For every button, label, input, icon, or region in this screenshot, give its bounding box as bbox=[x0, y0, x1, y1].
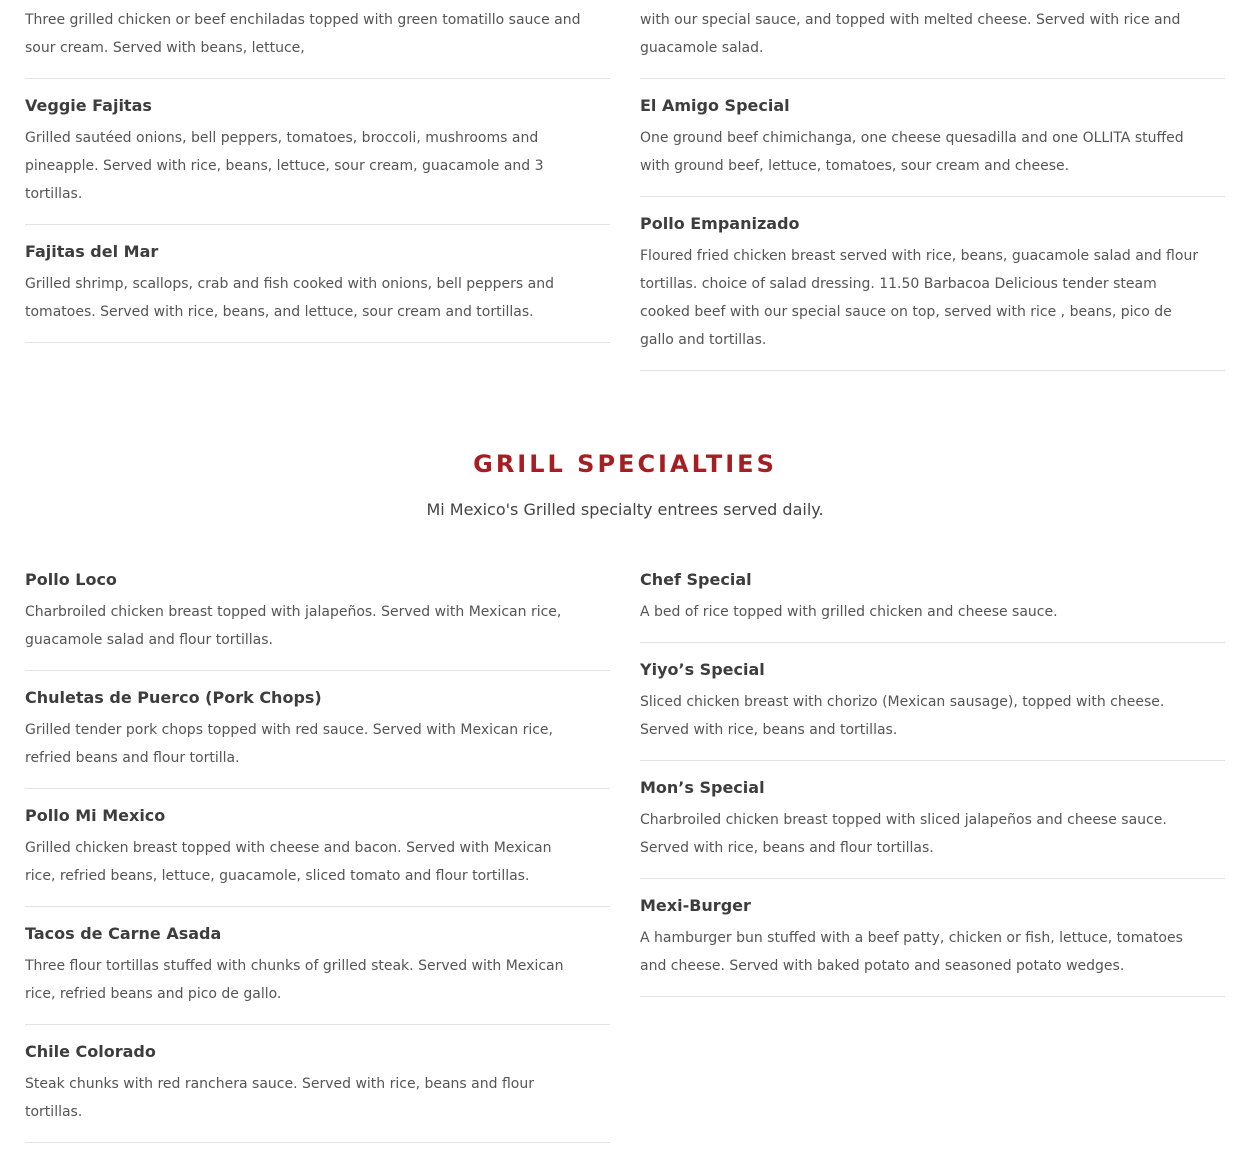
menu-item-description: One ground beef chimichanga, one cheese quesadilla and one OLLITA stuffed with ground beef, lettuce, tomatoes, sour cream and cheese. bbox=[640, 130, 1184, 174]
top-right-column bbox=[640, 6, 1225, 388]
menu-item-description: Three flour tortillas stuffed with chunks of grilled steak. Served with Mexican rice, refried beans and pico de gallo. bbox=[25, 958, 564, 1002]
menu-item bbox=[25, 924, 610, 1025]
menu-item-description: Grilled chicken breast topped with cheese and bacon. Served with Mexican rice, refried beans, lettuce, guacamole, sliced tomato and flour tortillas. bbox=[25, 840, 552, 884]
menu-item bbox=[640, 570, 1225, 643]
menu-item-description: Three grilled chicken or beef enchiladas topped with green tomatillo sauce and sour cream. Served with beans, lettuce, bbox=[25, 12, 581, 56]
menu-item-description: A bed of rice topped with grilled chicken and cheese sauce. bbox=[640, 604, 1058, 620]
menu-item-description: with our special sauce, and topped with melted cheese. Served with rice and guacamole salad. bbox=[640, 12, 1181, 56]
section-title: GRILL SPECIALTIES bbox=[473, 450, 777, 478]
menu-item bbox=[25, 242, 610, 343]
menu-item bbox=[25, 6, 610, 79]
menu-item-name: Yiyo’s Special bbox=[640, 660, 765, 679]
menu-item-name: Pollo Loco bbox=[25, 570, 117, 589]
menu-item-name: Chef Special bbox=[640, 570, 752, 589]
menu-item-description: Grilled tender pork chops topped with red sauce. Served with Mexican rice, refried beans and flour tortilla. bbox=[25, 722, 553, 766]
grill-left-column bbox=[25, 570, 610, 1160]
section-subtitle: Mi Mexico's Grilled specialty entrees served daily. bbox=[426, 500, 824, 519]
menu-item-description: Grilled shrimp, scallops, crab and fish cooked with onions, bell peppers and tomatoes. Served with rice, beans, and lettuce, sour cream and tortillas. bbox=[25, 276, 555, 320]
menu-item bbox=[25, 688, 610, 789]
menu-item-name: Chile Colorado bbox=[25, 1042, 156, 1061]
menu-item-name: Mexi-Burger bbox=[640, 896, 751, 915]
menu-item-name: Chuletas de Puerco (Pork Chops) bbox=[25, 688, 322, 707]
menu-item-description: Steak chunks with red ranchera sauce. Served with rice, beans and flour tortillas. bbox=[25, 1076, 534, 1120]
menu-item-description: Floured fried chicken breast served with rice, beans, guacamole salad and flour tortillas. choice of salad dressing. 11.50 Barbacoa Delicious tender steam cooked beef with our special sauce on top, served with rice , beans, pico de gallo and tortillas. bbox=[640, 248, 1199, 348]
menu-item bbox=[25, 570, 610, 671]
menu-item bbox=[640, 660, 1225, 761]
menu-item-description: Sliced chicken breast with chorizo (Mexican sausage), topped with cheese. Served with rice, beans and tortillas. bbox=[640, 694, 1165, 738]
menu-item-description: A hamburger bun stuffed with a beef patty, chicken or fish, lettuce, tomatoes and cheese. Served with baked potato and seasoned potato wedges. bbox=[640, 930, 1183, 974]
menu-item bbox=[640, 6, 1225, 79]
menu-item bbox=[640, 778, 1225, 879]
menu-item-name: Mon’s Special bbox=[640, 778, 765, 797]
menu-item-description: Charbroiled chicken breast topped with jalapeños. Served with Mexican rice, guacamole salad and flour tortillas. bbox=[25, 604, 562, 648]
menu-item bbox=[25, 1042, 610, 1143]
menu-item bbox=[640, 96, 1225, 197]
menu-item-name: Fajitas del Mar bbox=[25, 242, 159, 261]
menu-item-name: Pollo Mi Mexico bbox=[25, 806, 166, 825]
menu-item-name: Pollo Empanizado bbox=[640, 214, 800, 233]
menu-item-name: El Amigo Special bbox=[640, 96, 790, 115]
menu-item bbox=[640, 896, 1225, 997]
menu-item bbox=[25, 806, 610, 907]
menu-item-name: Tacos de Carne Asada bbox=[25, 924, 222, 943]
menu-item bbox=[25, 96, 610, 225]
menu-item-description: Charbroiled chicken breast topped with sliced jalapeños and cheese sauce. Served with rice, beans and flour tortillas. bbox=[640, 812, 1167, 856]
menu-item-name: Veggie Fajitas bbox=[25, 96, 152, 115]
top-left-column bbox=[25, 6, 610, 360]
grill-right-column bbox=[640, 570, 1225, 1014]
menu-item bbox=[640, 214, 1225, 371]
menu-item-description: Grilled sautéed onions, bell peppers, tomatoes, broccoli, mushrooms and pineapple. Served with rice, beans, lettuce, sour cream, guacamole and 3 tortillas. bbox=[25, 130, 544, 202]
